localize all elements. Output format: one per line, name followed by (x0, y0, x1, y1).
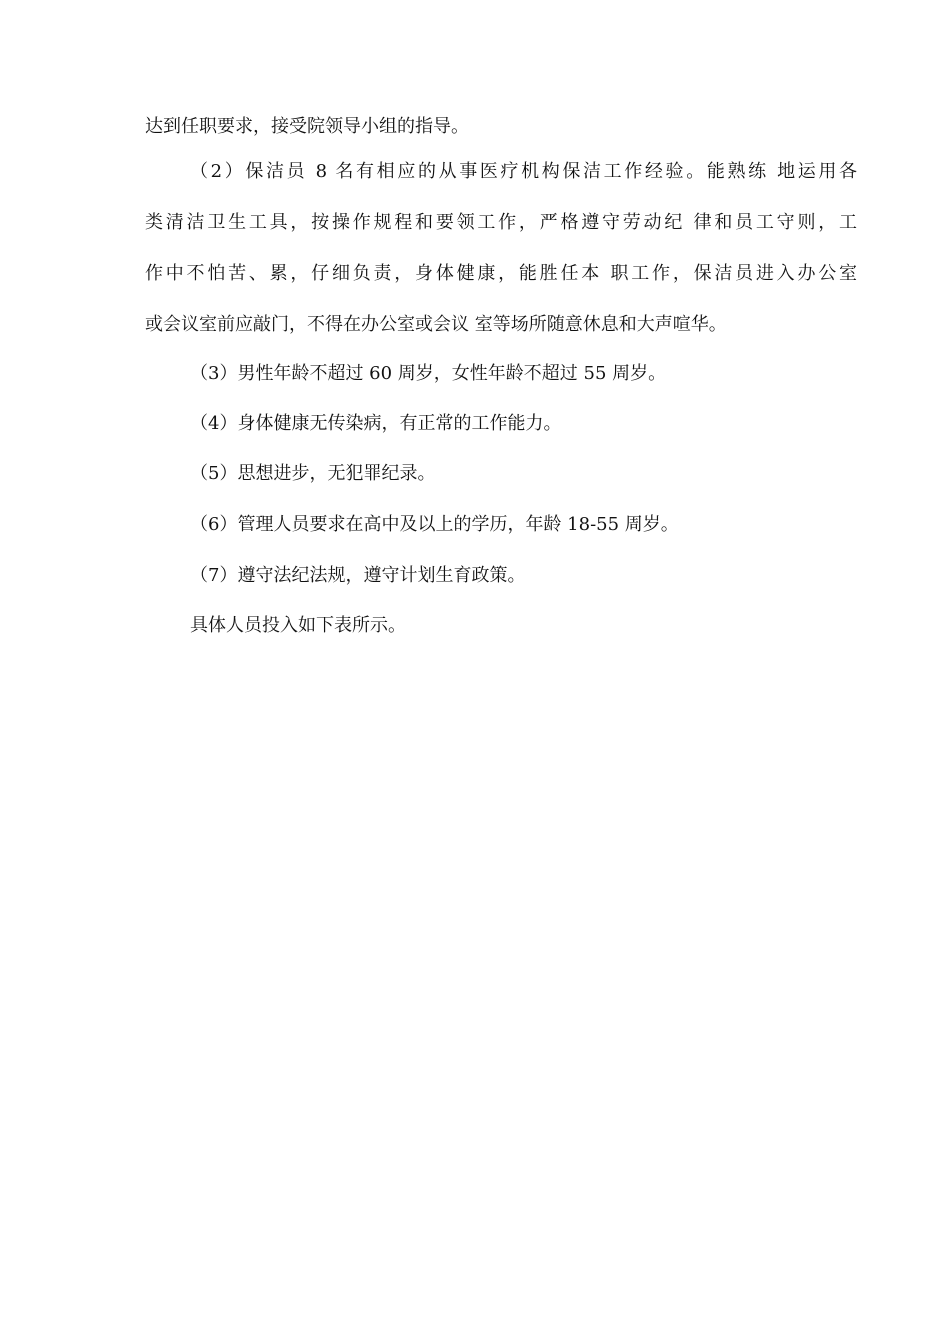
paragraph-item-2-line-3: 作中不怕苦、累，仔细负责，身体健康，能胜任本 职工作，保洁员进入办公室 (145, 263, 857, 284)
paragraph-item-5: （5）思想进步，无犯罪纪录。 (190, 463, 436, 484)
paragraph-line-continuation: 达到任职要求，接受院领导小组的指导。 (145, 116, 469, 137)
paragraph-item-2-line-2: 类清洁卫生工具，按操作规程和要领工作，严格遵守劳动纪 律和员工守则，工 (145, 212, 857, 233)
paragraph-item-2-line-1: （2）保洁员 8 名有相应的从事医疗机构保洁工作经验。能熟练 地运用各 (190, 161, 857, 182)
paragraph-item-4: （4）身体健康无传染病，有正常的工作能力。 (190, 413, 562, 434)
paragraph-item-7: （7）遵守法纪法规，遵守计划生育政策。 (190, 565, 526, 586)
paragraph-item-2-line-4: 或会议室前应敲门，不得在办公室或会议 室等场所随意休息和大声喧华。 (145, 314, 727, 335)
paragraph-table-intro: 具体人员投入如下表所示。 (190, 615, 406, 636)
paragraph-item-3: （3）男性年龄不超过 60 周岁，女性年龄不超过 55 周岁。 (190, 363, 667, 384)
paragraph-item-6: （6）管理人员要求在高中及以上的学历，年龄 18-55 周岁。 (190, 514, 679, 535)
